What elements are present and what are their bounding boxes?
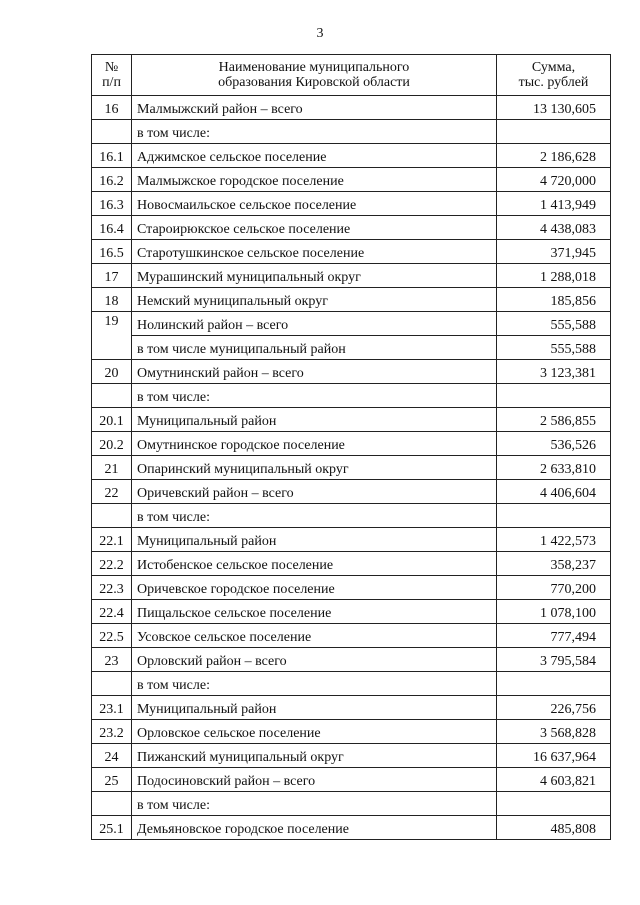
row-sum: 4 438,083 bbox=[497, 216, 611, 240]
row-name: Демьяновское городское поселение bbox=[132, 816, 497, 840]
row-sum: 1 288,018 bbox=[497, 264, 611, 288]
row-number: 16.5 bbox=[92, 240, 132, 264]
row-sum: 4 720,000 bbox=[497, 168, 611, 192]
row-sum: 185,856 bbox=[497, 288, 611, 312]
row-name: Староирюкское сельское поселение bbox=[132, 216, 497, 240]
row-sum: 536,526 bbox=[497, 432, 611, 456]
row-number: 22.4 bbox=[92, 600, 132, 624]
table-row bbox=[92, 312, 611, 336]
row-name: Новосмаильское сельское поселение bbox=[132, 192, 497, 216]
table-row bbox=[92, 792, 611, 816]
table-row bbox=[92, 504, 611, 528]
header-name bbox=[132, 55, 497, 96]
row-sum bbox=[497, 384, 611, 408]
row-sum: 2 586,855 bbox=[497, 408, 611, 432]
row-name: Пищальское сельское поселение bbox=[132, 600, 497, 624]
row-name: Орловское сельское поселение bbox=[132, 720, 497, 744]
row-number: 16.4 bbox=[92, 216, 132, 240]
row-name: Мурашинский муниципальный округ bbox=[132, 264, 497, 288]
table-row bbox=[92, 216, 611, 240]
table-row bbox=[92, 480, 611, 504]
row-sum: 226,756 bbox=[497, 696, 611, 720]
table-row bbox=[92, 816, 611, 840]
table-header bbox=[92, 55, 611, 96]
row-number: 20.2 bbox=[92, 432, 132, 456]
row-number: 23.2 bbox=[92, 720, 132, 744]
row-sum: 16 637,964 bbox=[497, 744, 611, 768]
table-row bbox=[92, 336, 611, 360]
table-row bbox=[92, 624, 611, 648]
row-name: Истобенское сельское поселение bbox=[132, 552, 497, 576]
row-name: Омутнинское городское поселение bbox=[132, 432, 497, 456]
row-sum: 1 422,573 bbox=[497, 528, 611, 552]
table-row bbox=[92, 648, 611, 672]
row-number: 24 bbox=[92, 744, 132, 768]
row-number bbox=[92, 672, 132, 696]
header-name-line-2: образования Кировской области bbox=[218, 75, 410, 90]
table-row bbox=[92, 432, 611, 456]
row-name: в том числе: bbox=[132, 384, 497, 408]
header-number bbox=[92, 55, 132, 96]
row-name: Немский муниципальный округ bbox=[132, 288, 497, 312]
row-number bbox=[92, 504, 132, 528]
table-row bbox=[92, 168, 611, 192]
table-row bbox=[92, 720, 611, 744]
header-sum-line-1: Сумма, bbox=[531, 59, 576, 75]
page-number: 3 bbox=[316, 26, 324, 41]
row-number: 23.1 bbox=[92, 696, 132, 720]
row-sum: 1 413,949 bbox=[497, 192, 611, 216]
row-number: 16.2 bbox=[92, 168, 132, 192]
row-number: 17 bbox=[92, 264, 132, 288]
row-sum: 2 186,628 bbox=[497, 144, 611, 168]
row-sum: 371,945 bbox=[497, 240, 611, 264]
row-name: в том числе: bbox=[132, 792, 497, 816]
table-row bbox=[92, 144, 611, 168]
row-name: Усовское сельское поселение bbox=[132, 624, 497, 648]
row-number: 22 bbox=[92, 480, 132, 504]
row-sum: 4 406,604 bbox=[497, 480, 611, 504]
row-number: 20 bbox=[92, 360, 132, 384]
table-body bbox=[92, 96, 611, 840]
table-row bbox=[92, 696, 611, 720]
row-sum: 555,588 bbox=[497, 312, 611, 336]
row-number: 25.1 bbox=[92, 816, 132, 840]
row-number: 23 bbox=[92, 648, 132, 672]
row-number: 22.5 bbox=[92, 624, 132, 648]
row-sum: 13 130,605 bbox=[497, 96, 611, 120]
row-name: Подосиновский район – всего bbox=[132, 768, 497, 792]
row-number: 16.1 bbox=[92, 144, 132, 168]
row-name: в том числе: bbox=[132, 504, 497, 528]
row-sum: 3 568,828 bbox=[497, 720, 611, 744]
table-row bbox=[92, 240, 611, 264]
row-number: 19 bbox=[92, 312, 132, 360]
header-sum-line-2: тыс. рублей bbox=[518, 75, 589, 90]
row-sum: 777,494 bbox=[497, 624, 611, 648]
table-row bbox=[92, 192, 611, 216]
row-name: Малмыжский район – всего bbox=[132, 96, 497, 120]
row-sum: 1 078,100 bbox=[497, 600, 611, 624]
row-number: 18 bbox=[92, 288, 132, 312]
row-name: Муниципальный район bbox=[132, 408, 497, 432]
row-name: Оричевский район – всего bbox=[132, 480, 497, 504]
row-sum: 3 123,381 bbox=[497, 360, 611, 384]
table-row bbox=[92, 672, 611, 696]
allocation-table bbox=[91, 54, 611, 840]
table-row bbox=[92, 288, 611, 312]
table-row bbox=[92, 264, 611, 288]
row-sum bbox=[497, 120, 611, 144]
table-row bbox=[92, 384, 611, 408]
row-sum: 2 633,810 bbox=[497, 456, 611, 480]
header-sum bbox=[497, 55, 611, 96]
table-row bbox=[92, 552, 611, 576]
row-name: в том числе муниципальный район bbox=[132, 336, 497, 360]
row-name: в том числе: bbox=[132, 120, 497, 144]
row-number: 16 bbox=[92, 96, 132, 120]
row-name: Омутнинский район – всего bbox=[132, 360, 497, 384]
row-number: 16.3 bbox=[92, 192, 132, 216]
row-number: 22.2 bbox=[92, 552, 132, 576]
table-row bbox=[92, 744, 611, 768]
row-number: 21 bbox=[92, 456, 132, 480]
row-number: 22.3 bbox=[92, 576, 132, 600]
row-sum: 358,237 bbox=[497, 552, 611, 576]
row-name: Муниципальный район bbox=[132, 696, 497, 720]
row-number bbox=[92, 792, 132, 816]
row-name: Пижанский муниципальный округ bbox=[132, 744, 497, 768]
table-row bbox=[92, 576, 611, 600]
row-name: Старотушкинское сельское поселение bbox=[132, 240, 497, 264]
table-row bbox=[92, 456, 611, 480]
row-name: Малмыжское городское поселение bbox=[132, 168, 497, 192]
row-name: Опаринский муниципальный округ bbox=[132, 456, 497, 480]
row-sum: 770,200 bbox=[497, 576, 611, 600]
row-number bbox=[92, 120, 132, 144]
row-sum: 3 795,584 bbox=[497, 648, 611, 672]
row-number: 22.1 bbox=[92, 528, 132, 552]
table-row bbox=[92, 120, 611, 144]
row-number: 25 bbox=[92, 768, 132, 792]
table-row bbox=[92, 96, 611, 120]
row-name: Аджимское сельское поселение bbox=[132, 144, 497, 168]
row-sum: 555,588 bbox=[497, 336, 611, 360]
table-row bbox=[92, 768, 611, 792]
row-sum bbox=[497, 672, 611, 696]
table-row bbox=[92, 600, 611, 624]
table-row bbox=[92, 408, 611, 432]
header-number-line-2: п/п bbox=[102, 75, 121, 90]
row-name: Нолинский район – всего bbox=[132, 312, 497, 336]
row-name: в том числе: bbox=[132, 672, 497, 696]
row-number: 20.1 bbox=[92, 408, 132, 432]
header-name-line-1: Наименование муниципального bbox=[218, 59, 410, 75]
row-sum bbox=[497, 504, 611, 528]
row-sum: 485,808 bbox=[497, 816, 611, 840]
row-sum: 4 603,821 bbox=[497, 768, 611, 792]
header-number-line-1: № bbox=[104, 59, 119, 75]
table-row bbox=[92, 360, 611, 384]
row-sum bbox=[497, 792, 611, 816]
table-row bbox=[92, 528, 611, 552]
row-number bbox=[92, 384, 132, 408]
row-name: Орловский район – всего bbox=[132, 648, 497, 672]
row-name: Оричевское городское поселение bbox=[132, 576, 497, 600]
row-name: Муниципальный район bbox=[132, 528, 497, 552]
